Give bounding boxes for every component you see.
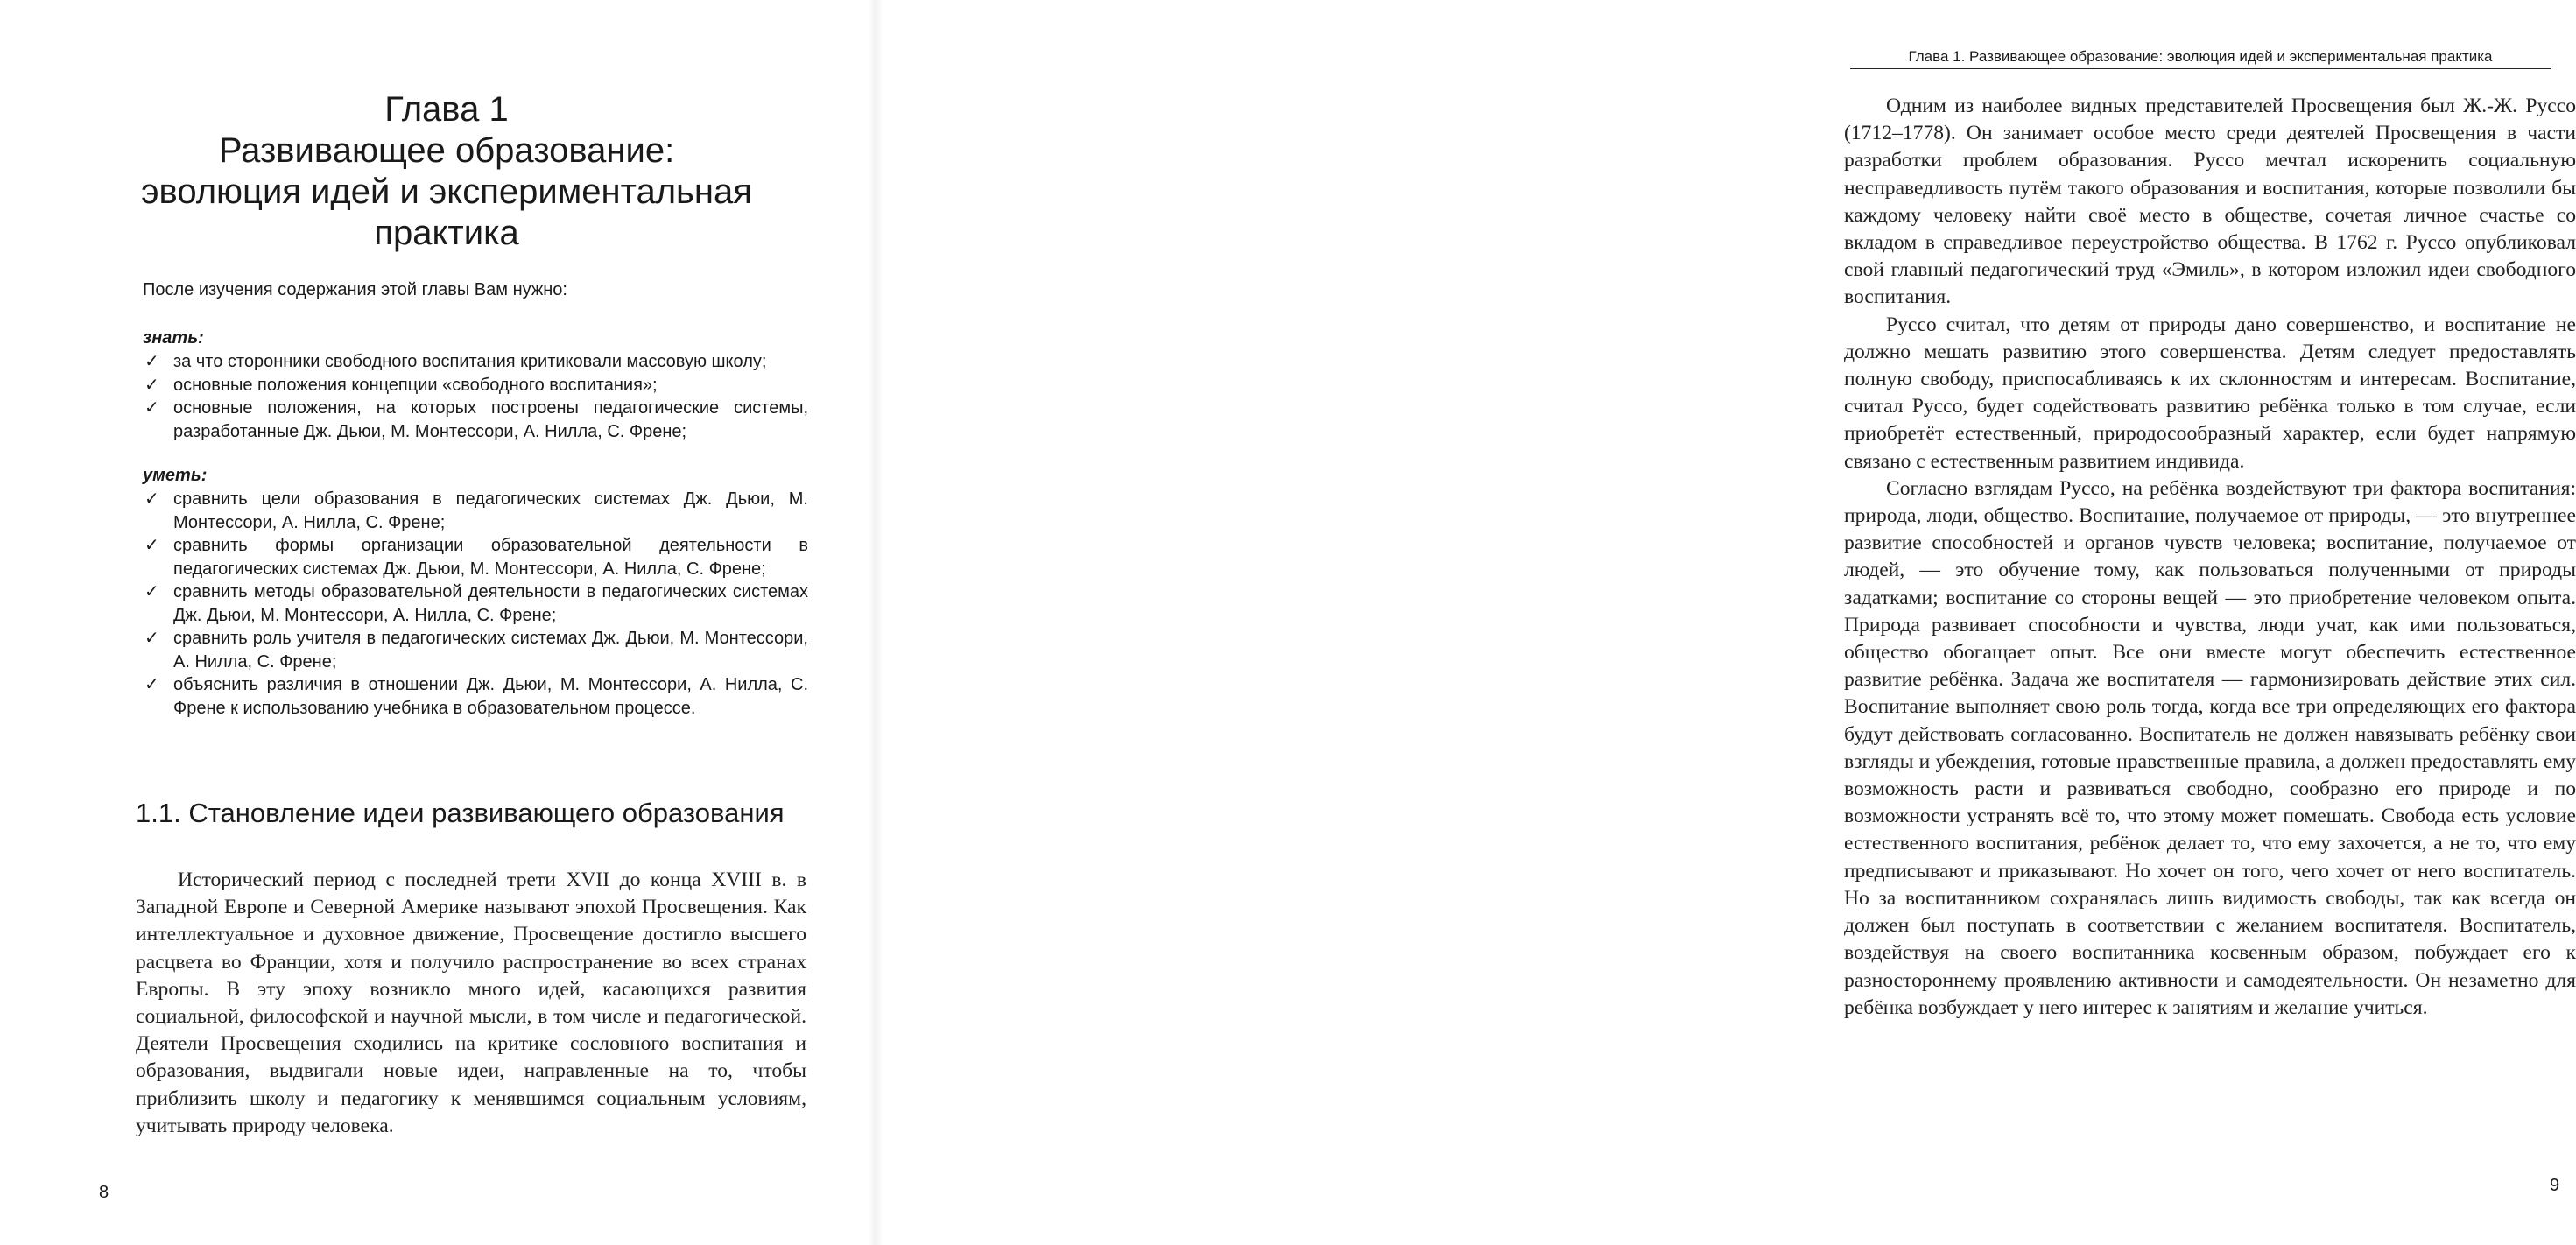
chapter-title-line: практика	[374, 214, 519, 252]
body-paragraph: Согласно взглядам Руссо, на ребёнка воздействуют три фактора воспитания: природа, люди, общество. Воспитание, получаемое от природы, — это внутреннее развитие способностей и органов чувств человека; воспитание, получаемое от людей, — это обучение тому, как пользоваться полученными от природы задатками; воспитание со стороны вещей — это приобретение человеком опыта. Природа развивает способности и чувства, люди учат, как ими пользоваться, общество обогащает опыт. Все они вместе могут обеспечить естественное развитие ребёнка. Задача же воспитателя — гармонизировать действие этих сил. Воспитание выполняет свою роль тогда, когда все три определяющих его фактора будут действовать согласованно. Воспитатель не должен навязывать ребёнку свои взгляды и убеждения, готовые нравственные правила, а должен предоставлять ему возможность расти и развиваться свободно, сообразно его природе и по возможности устранять всё то, что этому может помешать. Свобода есть условие естественного воспитания, ребёнок делает то, что ему захочется, а не то, что ему предписывают и приказывают. Но хочет он того, чего хочет от него воспитатель. Но за воспитанником сохранялась лишь видимость свободы, так как всегда он должен был поступать в соответствии с желанием воспитателя. Воспитатель, воздействуя на своего воспитанника косвенным образом, побуждает его к разностороннему проявлению активности и самодеятельности. Он незаметно для ребёнка возбуждает у него интерес к занятиям и желание учиться.	[1844, 476, 2576, 1019]
left-page	[0, 0, 876, 1245]
know-list	[143, 350, 808, 443]
page-number: 8	[99, 1183, 109, 1202]
list-item	[143, 397, 808, 443]
list-item-text: сравнить роль учителя в педагогических системах Дж. Дьюи, М. Монтессори, А. Нилла, С. Френе;	[173, 629, 808, 672]
page-number: 9	[2550, 1176, 2560, 1195]
can-list	[143, 488, 808, 720]
list-item-text: сравнить методы образовательной деятельности в педагогических системах Дж. Дьюи, М. Монтессори, А. Нилла, С. Френе;	[173, 582, 808, 625]
list-item	[143, 534, 808, 580]
list-item	[143, 374, 808, 397]
list-item	[143, 580, 808, 627]
running-header: Глава 1. Развивающее образование: эволюция идей и экспериментальная практика	[1908, 48, 2493, 65]
section-title: 1.1. Становление идеи развивающего образования	[136, 798, 785, 828]
checkmark-icon: ✓	[144, 375, 159, 395]
list-item	[143, 673, 808, 720]
list-item	[143, 350, 808, 374]
chapter-title	[79, 89, 814, 254]
list-item-text: объяснить различия в отношении Дж. Дьюи, М. Монтессори, А. Нилла, С. Френе к использованию учебника в образовательном процессе.	[173, 675, 808, 718]
chapter-title-line: Развивающее образование:	[218, 131, 675, 170]
list-item-text: за что сторонники свободного воспитания критиковали массовую школу;	[173, 352, 767, 371]
objectives-intro: После изучения содержания этой главы Вам нужно:	[143, 280, 567, 299]
body-paragraph: Одним из наиболее видных представителей Просвещения был Ж.-Ж. Руссо (1712–1778). Он занимает особое место среди деятелей Просвещения в части разработки проблем образования. Руссо мечтал искоренить социальную несправедливость путём такого образования и воспитания, которые позволили бы каждому человеку найти своё место в обществе, сочетая личное счастье со вкладом в справедливое переустройство общества. В 1762 г. Руссо опубликовал свой главный педагогический труд «Эмиль», в котором изложил идеи свободного воспитания.	[1844, 95, 2576, 309]
checkmark-icon: ✓	[144, 489, 159, 509]
checkmark-icon: ✓	[144, 398, 159, 418]
body-paragraph: Исторический период с последней трети XVII до конца XVIII в. в Западной Европе и Северной Америке называют эпохой Просвещения. Как интеллектуальное и духовное движение, Просвещение достигло высшего расцвета во Франции, хотя и получило распространение во всех странах Европы. В эту эпоху возникло много идей, касающихся развития социальной, философской и научной мысли, в том числе и педагогической. Деятели Просвещения сходились на критике сословного воспитания и образования, выдвигали новые идеи, направленные на то, чтобы приблизить школу и педагогику к менявшимся социальным условиям, учитывать природу человека.	[136, 869, 806, 1137]
checkmark-icon: ✓	[144, 352, 159, 371]
list-item	[143, 627, 808, 673]
right-body	[1844, 93, 2576, 1022]
body-paragraph: Руссо считал, что детям от природы дано совершенство, и воспитание не должно мешать развитию этого совершенства. Детям следует предоставлять полную свободу, приспосабливаясь к их склонностям и интересам. Воспитание, считал Руссо, будет содействовать развитию ребёнка только в том случае, если приобретёт естественный, природосообразный характер, если будет напрямую связано с естественным развитием индивида.	[1844, 313, 2576, 473]
know-label: знать:	[143, 328, 204, 348]
list-item-text: сравнить цели образования в педагогических системах Дж. Дьюи, М. Монтессори, А. Нилла, С. Френе;	[173, 489, 808, 532]
checkmark-icon: ✓	[144, 536, 159, 555]
header-rule	[1850, 68, 2551, 69]
checkmark-icon: ✓	[144, 675, 159, 694]
checkmark-icon: ✓	[144, 582, 159, 601]
list-item-text: основные положения концепции «свободного воспитания»;	[173, 375, 658, 395]
chapter-title-line: Глава 1	[384, 90, 509, 129]
list-item	[143, 488, 808, 534]
right-page	[876, 0, 2576, 1245]
can-label: уметь:	[143, 466, 208, 485]
list-item-text: основные положения, на которых построены педагогические системы, разработанные Дж. Дьюи, М. Монтессори, А. Нилла, С. Френе;	[173, 398, 808, 441]
list-item-text: сравнить формы организации образовательной деятельности в педагогических системах Дж. Дьюи, М. Монтессори, А. Нилла, С. Френе;	[173, 536, 808, 579]
chapter-title-line: эволюция идей и экспериментальная	[141, 172, 752, 211]
checkmark-icon: ✓	[144, 629, 159, 648]
